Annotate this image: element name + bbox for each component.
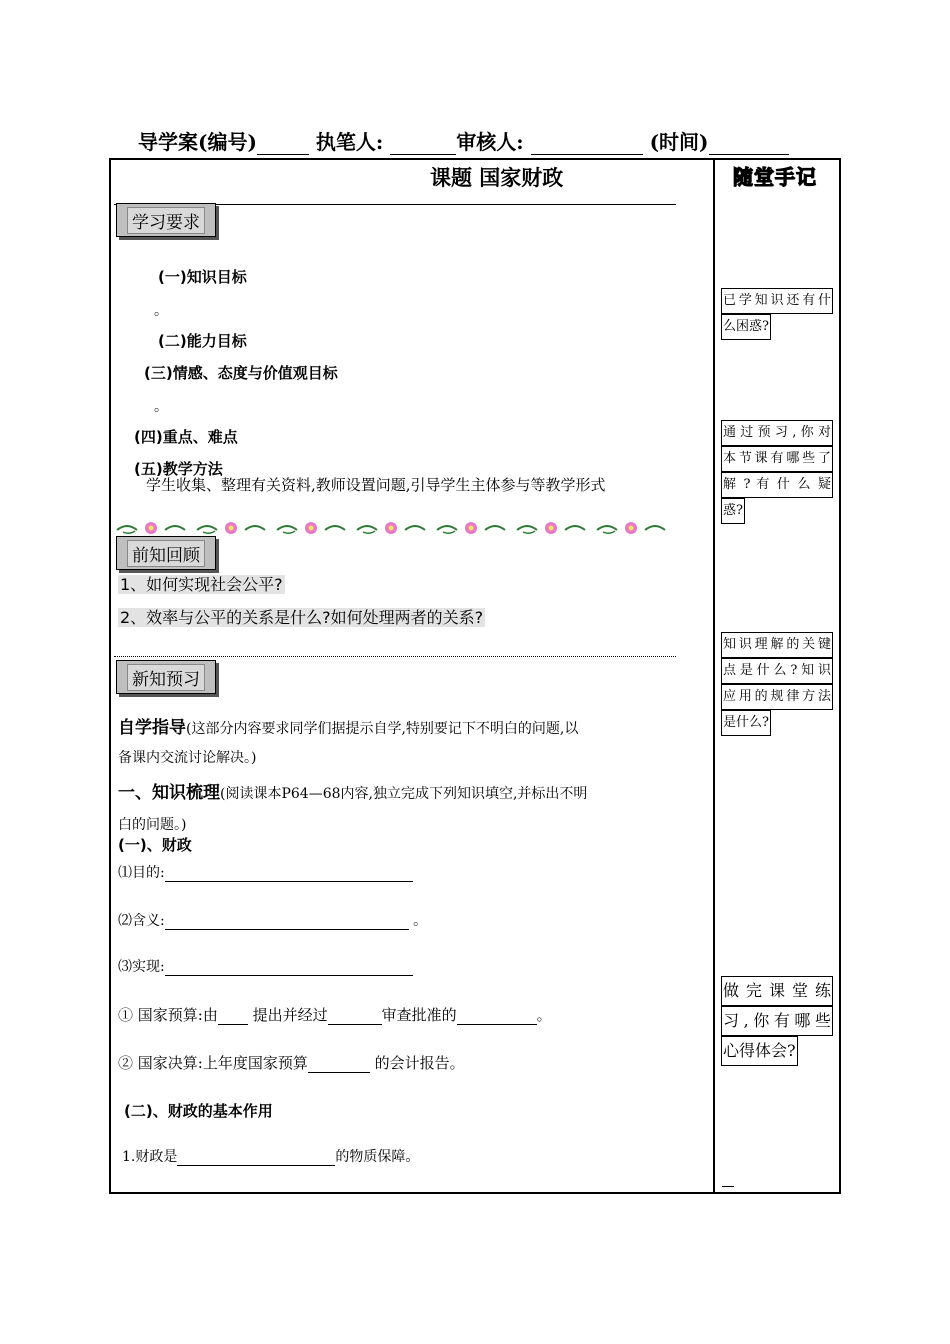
author-label: 执笔人: (315, 130, 384, 154)
time-blank[interactable] (709, 134, 789, 155)
item-purpose: ⑴目的: (118, 862, 413, 882)
side-note-confusion: 已学知识还有什 么困惑? (721, 288, 833, 350)
side-notes-title: 随堂手记 (733, 165, 817, 189)
realization-blank[interactable] (165, 959, 413, 976)
side-note-preview: 通过预习,你对 本节课有哪些了 解 ? 有 什 么 疑 惑? (721, 420, 833, 534)
finance-role-1: 1.财政是 的物质保障。 (122, 1149, 420, 1165)
part-finance: (一)、财政 (118, 836, 192, 854)
section-study-requirements: 学习要求 (116, 203, 216, 237)
side-note-key-points: 知识理解的关键 点是什么?知识 应用的规律方法 是什么? (721, 632, 833, 746)
header-line (138, 126, 789, 155)
part-finance-role: (二)、财政的基本作用 (124, 1102, 273, 1120)
budget-blank-2[interactable] (328, 1008, 382, 1025)
dotted-divider (114, 656, 676, 657)
teaching-method-text: 学生收集、整理有关资料,教师设置问题,引导学生主体参与等教学形式 (146, 476, 606, 494)
key-points: (四)重点、难点 (134, 428, 238, 446)
budget-blank-3[interactable] (457, 1008, 537, 1025)
flower-divider-motif (117, 522, 185, 534)
review-question-1: 1、如何实现社会公平? (120, 575, 283, 594)
case-number-label: 导学案(编号) (138, 130, 257, 154)
knowledge-sorting: 一、知识梳理(阅读课本P64—68内容,独立完成下列知识填空,并标出不明 白的问题。) (118, 783, 588, 833)
purpose-blank[interactable] (165, 865, 413, 882)
side-note-end-mark (722, 1186, 734, 1187)
meaning-blank[interactable] (165, 913, 409, 930)
goal-emotion: (三)情感、态度与价值观目标 (144, 364, 338, 382)
self-study-guide: 自学指导(这部分内容要求同学们据提示自学,特别要记下不明白的问题,以 备课内交流讨论解决。) (118, 718, 579, 766)
goal-knowledge-dot: 。 (154, 303, 168, 319)
case-number-blank[interactable] (257, 134, 309, 155)
time-label: (时间) (649, 130, 709, 154)
goal-knowledge: (一)知识目标 (158, 268, 247, 286)
goal-emotion-dot: 。 (154, 399, 168, 415)
national-final-account: ② 国家决算:上年度国家预算 的会计报告。 (118, 1054, 465, 1072)
side-note-practice: 做 完 课 堂 练 习,你有哪些 心得体会? (721, 976, 833, 1076)
flower-divider (115, 520, 675, 536)
author-blank[interactable] (390, 134, 456, 155)
section-new-preview: 新知预习 (116, 660, 216, 694)
finance-role-blank[interactable] (177, 1149, 335, 1166)
teaching-method-label: (五)教学方法 (134, 460, 223, 478)
final-account-blank[interactable] (308, 1056, 370, 1073)
reviewer-label: 审核人: (456, 130, 524, 154)
column-divider (713, 158, 715, 1194)
section-prior-review: 前知回顾 (116, 536, 216, 570)
budget-blank-1[interactable] (218, 1008, 248, 1025)
item-realization: ⑶实现: (118, 956, 413, 976)
review-question-2: 2、效率与公平的关系是什么?如何处理两者的关系? (120, 608, 484, 627)
goal-ability: (二)能力目标 (158, 332, 247, 350)
lesson-title: 课题 国家财政 (430, 165, 564, 190)
reviewer-blank[interactable] (531, 134, 643, 155)
national-budget: ① 国家预算:由 提出并经过 审查批准的 。 (118, 1006, 552, 1024)
item-meaning: ⑵含义: 。 (118, 913, 428, 929)
